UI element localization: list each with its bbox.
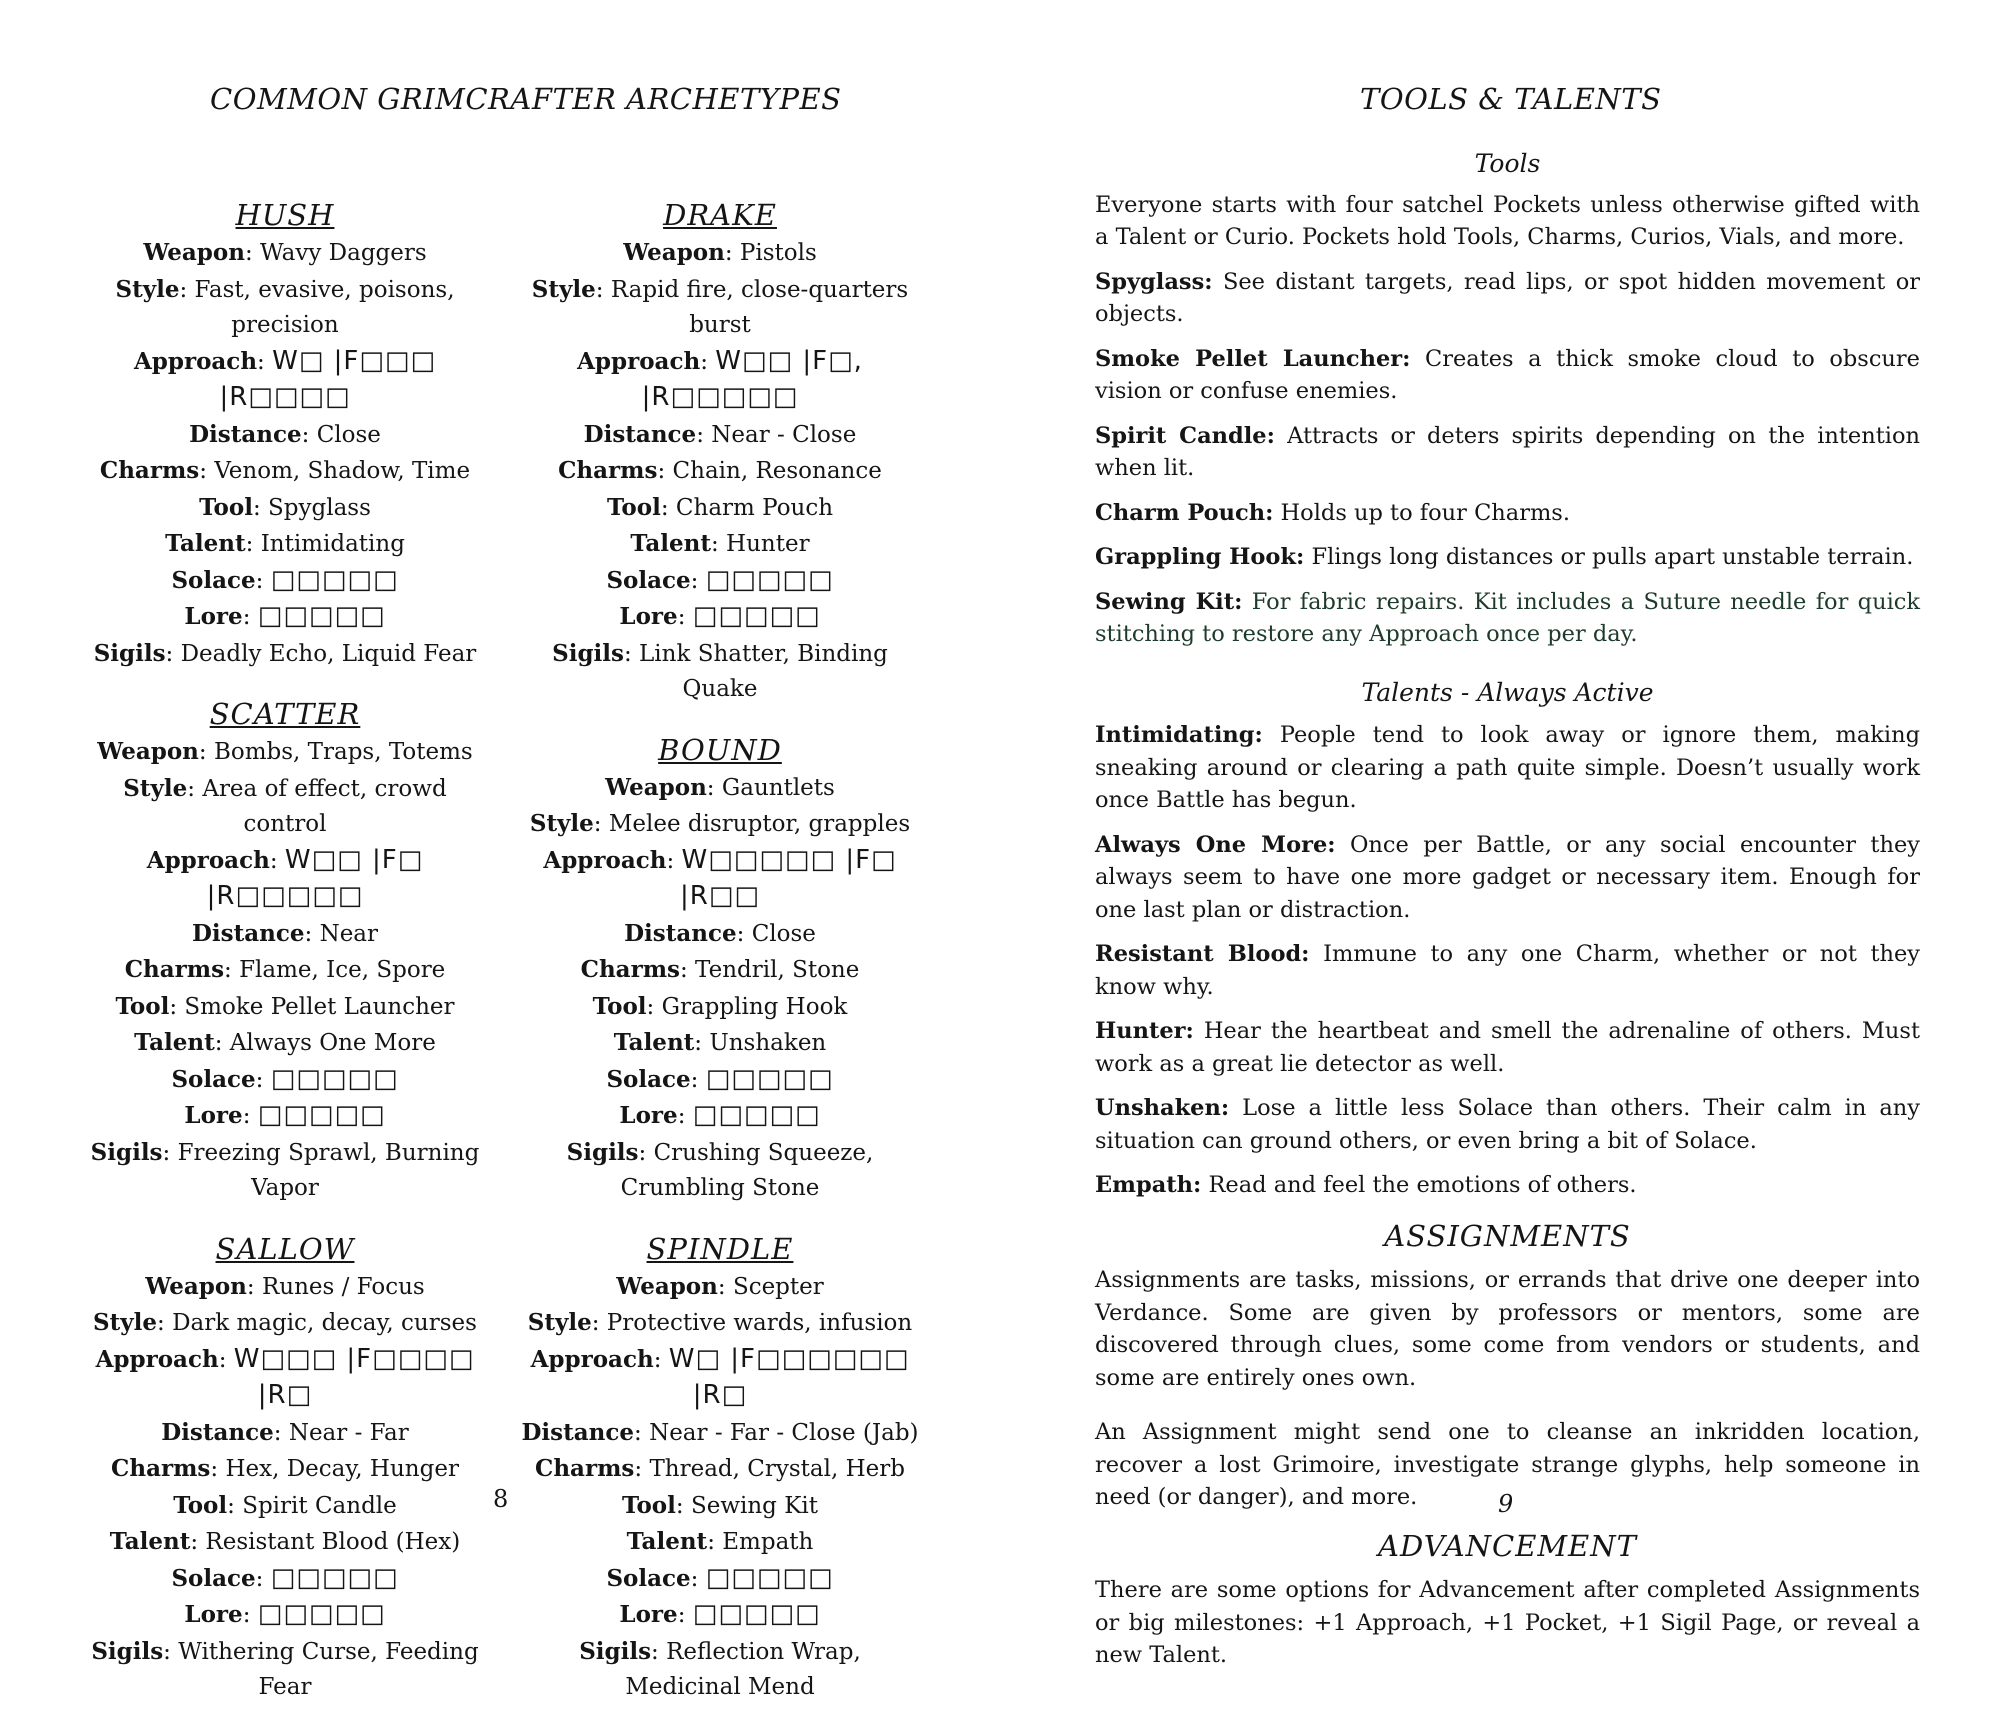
field-label: Style	[527, 1309, 592, 1336]
field-label: Style	[529, 810, 594, 837]
archetype-field: Weapon: Gauntlets	[605, 773, 835, 801]
field-label: Talent	[626, 1528, 708, 1555]
archetype-field: Tool: Spyglass	[199, 493, 371, 521]
archetype-field: Tool: Grappling Hook	[592, 992, 848, 1020]
field-value: Always One More	[229, 1030, 436, 1056]
archetype-field: Solace: □□□□□	[606, 1562, 834, 1593]
field-label: Weapon	[143, 239, 245, 266]
talent-entry-name: Unshaken:	[1095, 1095, 1230, 1121]
field-value: □□□□□	[692, 1599, 821, 1629]
field-value: □□□□□	[257, 1100, 386, 1130]
field-value: Crushing Squeeze, Crumbling Stone	[620, 1139, 874, 1201]
archetype-name: SCATTER	[209, 697, 361, 731]
archetype-field: Sigils: Freezing Sprawl, Burning Vapor	[90, 1138, 480, 1201]
field-label: Sigils	[93, 639, 166, 667]
field-label: Approach	[95, 1345, 219, 1373]
field-value: □□□□□	[257, 601, 386, 631]
tool-entry-name: Spyglass:	[1095, 268, 1213, 295]
field-label: Tool	[115, 992, 170, 1020]
tool-entry-description: Attracts or deters spirits depending on the intention when lit.	[1095, 422, 1921, 481]
page-number-right: 9	[1498, 1490, 1514, 1518]
field-value: Venom, Shadow, Time	[214, 458, 471, 484]
tool-entry	[1095, 266, 1920, 331]
archetype-field: Lore: □□□□□	[619, 1599, 821, 1629]
archetype-field: Sigils: Link Shatter, Binding Quake	[552, 639, 888, 702]
advancement-paragraph: There are some options for Advancement after completed Assignments or big milestones: +1 Approach, +1 Pocket, +1 Sigil Page, or reveal a new Talent.	[1095, 1577, 1920, 1668]
archetype-field: Charms: Chain, Resonance	[558, 457, 882, 484]
archetype-field: Approach: W□ |F□□□□□□ |R□	[530, 1343, 910, 1410]
talent-entry	[1095, 719, 1920, 817]
field-value: Freezing Sprawl, Burning Vapor	[177, 1139, 480, 1201]
field-label: Talent	[109, 1528, 191, 1555]
field-value: Intimidating	[260, 531, 405, 557]
field-value: Link Shatter, Binding Quake	[639, 640, 888, 702]
talent-entry-name: Always One More:	[1095, 831, 1336, 858]
archetype-field: Lore: □□□□□	[184, 601, 386, 631]
field-label: Lore	[619, 1102, 678, 1129]
field-value: Resistant Blood (Hex)	[205, 1529, 461, 1555]
tools-heading: Tools	[1474, 149, 1541, 178]
field-value: Rapid fire, close-quarters burst	[610, 276, 909, 338]
archetype-field: Talent: Unshaken	[613, 1029, 827, 1056]
field-value: Melee disruptor, grapples	[608, 811, 911, 837]
field-label: Sigils	[552, 639, 624, 667]
tool-entry-description: See distant targets, read lips, or spot hidden movement or objects.	[1095, 268, 1920, 327]
field-label: Tool	[173, 1491, 228, 1519]
tool-entry-description: Holds up to four Charms.	[1280, 499, 1570, 526]
archetype-field: Tool: Charm Pouch	[606, 493, 834, 521]
archetype-block	[520, 1229, 920, 1706]
archetype-name: SALLOW	[215, 1231, 355, 1266]
talent-entry	[1095, 1169, 1920, 1202]
talent-entry-name: Empath:	[1095, 1172, 1202, 1198]
archetype-field: Weapon: Pistols	[623, 239, 817, 266]
field-value: Withering Curse, Feeding Fear	[178, 1638, 479, 1700]
field-label: Lore	[184, 603, 243, 630]
field-label: Charms	[111, 1455, 211, 1482]
tool-entry-description: Creates a thick smoke cloud to obscure vision or confuse enemies.	[1095, 345, 1920, 404]
field-label: Solace	[171, 1065, 256, 1093]
field-value: W□□□ |F□□□□ |R□	[233, 1343, 475, 1410]
field-value: Wavy Daggers	[260, 240, 427, 266]
archetype-field: Talent: Always One More	[134, 1029, 436, 1056]
field-label: Lore	[619, 603, 678, 630]
field-label: Talent	[630, 530, 711, 557]
field-label: Distance	[624, 919, 737, 947]
archetype-block	[85, 694, 485, 1207]
field-label: Weapon	[145, 1272, 247, 1300]
field-value: □□□□□	[705, 1063, 834, 1094]
left-page	[0, 0, 1000, 1700]
archetype-field: Distance: Close	[624, 919, 816, 947]
field-label: Style	[123, 774, 188, 802]
tool-entry	[1095, 420, 1920, 485]
archetype-field: Style: Area of effect, crowd control	[123, 774, 447, 837]
field-label: Solace	[606, 1065, 691, 1093]
field-value: Fast, evasive, poisons, precision	[194, 276, 455, 338]
field-value: Grappling Hook	[661, 993, 848, 1020]
field-value: Gauntlets	[721, 774, 835, 801]
field-label: Talent	[613, 1029, 695, 1056]
field-value: Near - Close	[711, 421, 857, 448]
field-value: □□□□□	[692, 1100, 821, 1130]
archetype-name: HUSH	[235, 198, 335, 232]
archetype-field: Weapon: Wavy Daggers	[143, 239, 427, 266]
archetype-field: Distance: Near - Far - Close (Jab)	[521, 1418, 919, 1446]
field-value: Near - Far	[288, 1419, 409, 1446]
tool-entry-name: Smoke Pellet Launcher:	[1095, 345, 1411, 372]
advancement-heading: ADVANCEMENT	[1378, 1528, 1637, 1563]
talent-entry-description: Hear the heartbeat and smell the adrenaline of others. Must work as a great lie detector as well.	[1095, 1018, 1920, 1077]
tool-entry	[1095, 586, 1920, 651]
field-label: Weapon	[605, 773, 707, 801]
tools-intro: Everyone starts with four satchel Pockets unless otherwise gifted with a Talent or Curio. Pockets hold Tools, Charms, Curios, Vials, and more.	[1095, 191, 1920, 250]
archetype-field: Sigils: Crushing Squeeze, Crumbling Stone	[566, 1138, 874, 1201]
archetype-field: Charms: Flame, Ice, Spore	[124, 956, 446, 983]
archetype-field: Weapon: Scepter	[616, 1272, 824, 1300]
field-label: Distance	[521, 1418, 634, 1446]
archetype-field: Solace: □□□□□	[171, 1562, 399, 1593]
field-value: Chain, Resonance	[672, 458, 882, 484]
field-value: Tendril, Stone	[695, 957, 860, 983]
talents-heading: Talents - Always Active	[1361, 677, 1654, 707]
field-label: Distance	[189, 420, 302, 448]
field-value: Bombs, Traps, Totems	[213, 739, 473, 765]
archetype-field: Solace: □□□□□	[171, 564, 399, 595]
archetype-field: Charms: Thread, Crystal, Herb	[535, 1455, 905, 1482]
talent-entry-description: Lose a little less Solace than others. Their calm in any situation can ground others, or even bring a bit of Solace.	[1095, 1095, 1920, 1154]
field-value: Reflection Wrap, Medicinal Mend	[625, 1638, 861, 1700]
archetype-field: Weapon: Runes / Focus	[145, 1272, 425, 1300]
field-value: Close	[751, 920, 816, 947]
talent-entry-description: Immune to any one Charm, whether or not they know why.	[1095, 941, 1921, 1000]
field-label: Tool	[621, 1491, 676, 1519]
archetype-field: Talent: Resistant Blood (Hex)	[109, 1528, 461, 1555]
field-value: W□□□□□ |F□ |R□□	[680, 844, 897, 911]
field-label: Style	[93, 1309, 157, 1336]
field-label: Approach	[577, 347, 701, 375]
field-value: □□□□□	[705, 564, 834, 595]
archetype-field: Tool: Sewing Kit	[621, 1491, 818, 1519]
tool-entry-name: Charm Pouch:	[1095, 499, 1274, 526]
tool-entry-description: Flings long distances or pulls apart unstable terrain.	[1311, 544, 1914, 570]
talent-entry	[1095, 938, 1920, 1003]
field-label: Style	[115, 275, 180, 303]
archetype-field: Talent: Hunter	[630, 530, 810, 557]
tool-entry-name: Grappling Hook:	[1095, 544, 1305, 570]
archetype-field: Solace: □□□□□	[606, 1063, 834, 1094]
tool-entry	[1095, 497, 1920, 530]
field-value: Unshaken	[709, 1030, 827, 1056]
archetype-field: Charms: Hex, Decay, Hunger	[111, 1455, 459, 1482]
archetype-block	[520, 195, 920, 708]
page-number-left: 8	[493, 1485, 509, 1513]
field-value: Flame, Ice, Spore	[239, 957, 446, 983]
field-label: Style	[531, 275, 596, 303]
archetype-field: Talent: Empath	[626, 1528, 814, 1555]
field-label: Approach	[146, 846, 270, 874]
archetype-field: Lore: □□□□□	[184, 1100, 386, 1130]
field-value: □□□□□	[270, 564, 399, 595]
field-value: W□□ |F□, |R□□□□□	[641, 345, 863, 412]
field-label: Lore	[619, 1601, 678, 1628]
field-value: Scepter	[732, 1273, 824, 1300]
field-label: Sigils	[90, 1138, 163, 1166]
field-value: Runes / Focus	[261, 1273, 425, 1300]
field-label: Approach	[133, 347, 258, 375]
talent-entry	[1095, 1092, 1920, 1157]
archetype-field: Distance: Close	[189, 420, 381, 448]
tool-entry	[1095, 541, 1920, 574]
archetype-field: Tool: Smoke Pellet Launcher	[115, 992, 455, 1020]
field-value: Smoke Pellet Launcher	[184, 993, 455, 1020]
field-label: Tool	[199, 493, 253, 521]
talent-entry-name: Hunter:	[1095, 1018, 1194, 1044]
field-label: Talent	[165, 530, 246, 557]
field-value: Sewing Kit	[690, 1492, 818, 1519]
field-label: Charms	[99, 457, 200, 484]
assignments-heading: ASSIGNMENTS	[1384, 1218, 1631, 1253]
archetype-name: SPINDLE	[646, 1231, 794, 1266]
field-value: Spirit Candle	[242, 1492, 397, 1519]
field-value: W□ |F□□□□□□ |R□	[668, 1343, 910, 1410]
archetype-field: Sigils: Deadly Echo, Liquid Fear	[93, 639, 477, 667]
archetype-column-right	[520, 195, 920, 1728]
field-value: □□□□□	[705, 1562, 834, 1593]
archetype-name: DRAKE	[663, 198, 777, 232]
archetype-field: Lore: □□□□□	[619, 1100, 821, 1130]
field-value: □□□□□	[257, 1599, 386, 1629]
field-label: Solace	[606, 566, 691, 594]
field-label: Lore	[184, 1102, 243, 1129]
talent-entry-description: Once per Battle, or any social encounter they always seem to have one more gadget or necessary item. Enough for one last plan or distraction.	[1095, 831, 1920, 923]
tools-list	[1095, 266, 1920, 651]
archetype-field: Style: Fast, evasive, poisons, precision	[115, 275, 455, 338]
field-value: Close	[316, 421, 381, 448]
archetype-field: Approach: W□□ |F□ |R□□□□□	[146, 844, 424, 911]
archetype-field: Weapon: Bombs, Traps, Totems	[97, 738, 473, 765]
archetype-field: Style: Rapid fire, close-quarters burst	[531, 275, 909, 338]
field-label: Solace	[171, 1564, 256, 1592]
field-label: Weapon	[616, 1272, 718, 1300]
field-label: Approach	[543, 846, 667, 874]
field-value: □□□□□	[270, 1063, 399, 1094]
field-value: Spyglass	[268, 494, 371, 521]
tool-entry	[1095, 343, 1920, 408]
field-label: Tool	[606, 493, 661, 521]
talent-entry-description: People tend to look away or ignore them, making sneaking around or clearing a path quite simple. Doesn’t usually work once Battle has begun.	[1095, 722, 1920, 813]
field-label: Tool	[592, 992, 647, 1020]
talent-entry-description: Read and feel the emotions of others.	[1208, 1172, 1637, 1198]
talents-list	[1095, 719, 1920, 1202]
field-value: □□□□□	[692, 601, 821, 631]
talent-entry-name: Resistant Blood:	[1095, 941, 1310, 967]
field-value: W□□ |F□ |R□□□□□	[206, 844, 424, 911]
field-value: Pistols	[739, 240, 817, 266]
assignments-paragraph-1: Assignments are tasks, missions, or errands that drive one deeper into Verdance. Some are given by professors or mentors, some are discovered through clues, some come from vendors or students, and some are entirely ones own.	[1095, 1267, 1920, 1391]
tool-entry-description: For fabric repairs. Kit includes a Suture needle for quick stitching to restore any Approach once per day.	[1095, 588, 1920, 647]
archetype-field: Talent: Intimidating	[165, 530, 405, 557]
archetype-field: Solace: □□□□□	[606, 564, 834, 595]
talent-entry	[1095, 829, 1920, 927]
field-label: Talent	[134, 1029, 215, 1056]
archetype-field: Distance: Near - Far	[161, 1418, 409, 1446]
field-value: Area of effect, crowd control	[202, 775, 447, 837]
assignments-paragraph-2: An Assignment might send one to cleanse an inkridden location, recover a lost Grimoire, investigate strange glyphs, help someone in need (or danger), and more.	[1095, 1419, 1920, 1510]
archetype-block	[85, 195, 485, 672]
field-value: Hunter	[726, 531, 810, 557]
right-page	[1000, 0, 2000, 1668]
tool-entry-name: Sewing Kit:	[1095, 588, 1243, 615]
field-label: Sigils	[91, 1637, 164, 1665]
field-value: □□□□□	[270, 1562, 399, 1593]
field-label: Solace	[171, 566, 256, 594]
field-label: Charms	[558, 457, 658, 484]
archetype-field: Approach: W□□□ |F□□□□ |R□	[95, 1343, 475, 1410]
archetype-field: Distance: Near	[191, 919, 379, 947]
archetype-field: Charms: Tendril, Stone	[580, 956, 860, 983]
field-value: Thread, Crystal, Herb	[649, 1456, 905, 1482]
archetype-name: BOUND	[658, 732, 782, 767]
field-value: Deadly Echo, Liquid Fear	[180, 640, 477, 667]
archetype-block	[520, 730, 920, 1207]
field-label: Sigils	[566, 1138, 639, 1166]
archetype-field: Lore: □□□□□	[619, 601, 821, 631]
page-title-tools-talents: TOOLS & TALENTS	[1360, 82, 1662, 116]
field-label: Lore	[184, 1601, 243, 1628]
field-label: Weapon	[97, 738, 199, 765]
archetype-field: Approach: W□□□□□ |F□ |R□□	[543, 844, 897, 911]
field-label: Solace	[606, 1564, 691, 1592]
field-label: Distance	[161, 1418, 274, 1446]
field-value: Protective wards, infusion	[606, 1310, 913, 1336]
archetype-field: Style: Protective wards, infusion	[527, 1309, 913, 1336]
talent-entry	[1095, 1015, 1920, 1080]
page-title-archetypes: COMMON GRIMCRAFTER ARCHETYPES	[210, 82, 842, 116]
archetype-field: Sigils: Reflection Wrap, Medicinal Mend	[579, 1637, 861, 1700]
archetype-column-left	[85, 195, 485, 1728]
archetype-field: Style: Dark magic, decay, curses	[93, 1309, 477, 1336]
archetype-field: Solace: □□□□□	[171, 1063, 399, 1094]
field-label: Approach	[530, 1345, 654, 1373]
archetype-field: Style: Melee disruptor, grapples	[529, 810, 911, 837]
field-label: Sigils	[579, 1637, 652, 1665]
field-label: Charms	[580, 956, 680, 983]
field-label: Charms	[124, 956, 225, 983]
field-label: Distance	[583, 420, 697, 448]
field-value: Charm Pouch	[675, 494, 834, 521]
archetype-block	[85, 1229, 485, 1706]
field-value: W□ |F□□□ |R□□□□	[219, 345, 437, 412]
archetype-field: Charms: Venom, Shadow, Time	[99, 457, 471, 484]
field-label: Weapon	[623, 239, 725, 266]
field-value: Hex, Decay, Hunger	[225, 1456, 459, 1482]
archetype-field: Tool: Spirit Candle	[173, 1491, 397, 1519]
field-value: Near - Far - Close (Jab)	[649, 1419, 919, 1446]
talent-entry-name: Intimidating:	[1095, 722, 1263, 748]
field-value: Near	[319, 920, 379, 947]
field-value: Empath	[722, 1529, 814, 1555]
archetype-field: Lore: □□□□□	[184, 1599, 386, 1629]
tool-entry-name: Spirit Candle:	[1095, 422, 1275, 449]
right-page-content	[1095, 148, 1920, 1684]
field-label: Charms	[535, 1455, 635, 1482]
archetype-field: Sigils: Withering Curse, Feeding Fear	[91, 1637, 479, 1700]
archetype-field: Approach: W□□ |F□, |R□□□□□	[577, 345, 863, 412]
archetype-field: Distance: Near - Close	[583, 420, 857, 448]
field-label: Distance	[191, 919, 305, 947]
field-value: Dark magic, decay, curses	[172, 1310, 477, 1336]
archetype-field: Approach: W□ |F□□□ |R□□□□	[133, 345, 437, 412]
